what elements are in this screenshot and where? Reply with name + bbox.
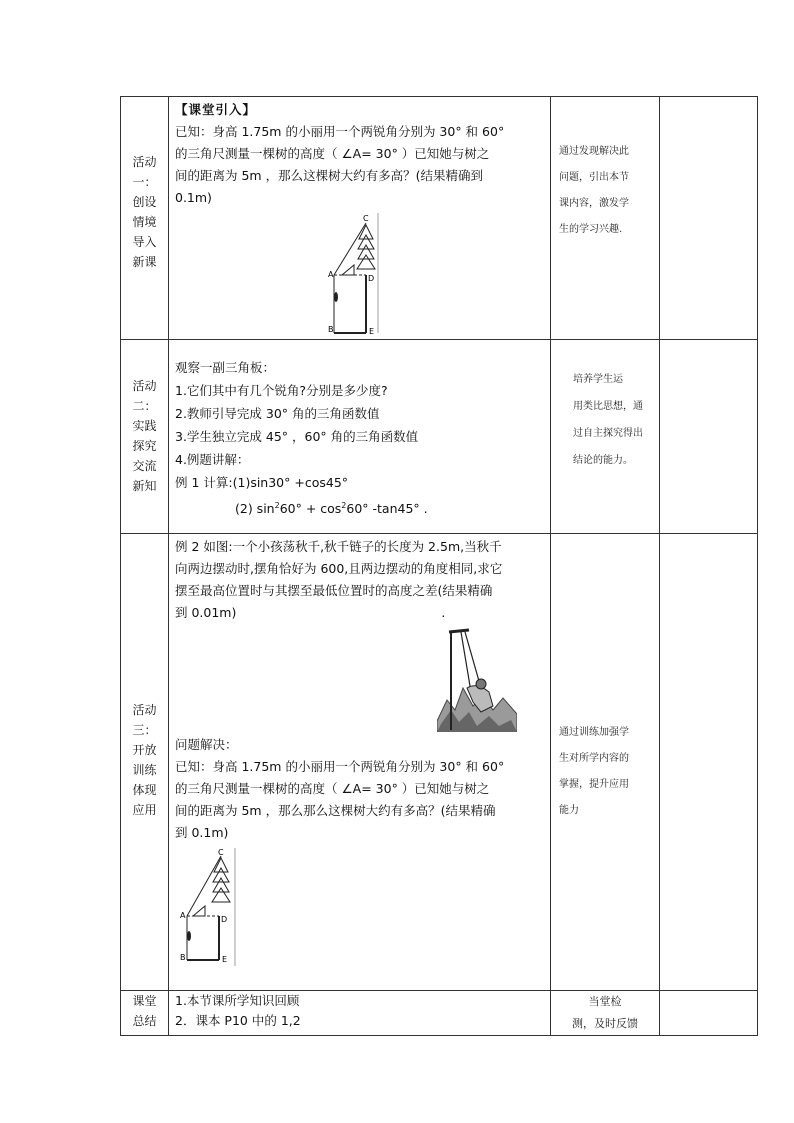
label-d: D [368, 274, 375, 283]
summary-line: 1.本节课所学知识回顾 [175, 993, 300, 1008]
design-note: 通过发现解决此 问题，引出本节 课内容，激发学 生的学习兴趣. [559, 146, 629, 235]
empty-cell [660, 991, 758, 1036]
row-activity-2 [121, 340, 758, 534]
design-note: 当堂检 测，及时反馈 [572, 995, 638, 1030]
design-note: 通过训练加强学 生对所学内容的 掌握，提升应用 能力 [559, 727, 629, 816]
label-c: C [218, 848, 224, 857]
problem-line: 间的距离为 5m ，那么那么这棵树大约有多高？(结果精确 [175, 803, 496, 818]
problem-line: 已知：身高 1.75m 的小丽用一个两锐角分别为 30° 和 60° [175, 759, 505, 774]
summary-line: 2．课本 P10 中的 1,2 [175, 1013, 301, 1028]
label-d: D [221, 915, 228, 924]
activity-cell [121, 534, 169, 991]
activity-cell [121, 97, 169, 340]
empty-cell [660, 97, 758, 340]
note-cell [551, 340, 660, 534]
activity-cell [121, 991, 169, 1036]
activity-label: 活动 三： 开放 训练 体现 应用 [132, 703, 157, 817]
row-summary [121, 991, 758, 1036]
content-line: 4.例题讲解： [175, 452, 250, 467]
label-c: C [363, 214, 369, 223]
activity-label: 课堂 总结 [132, 994, 157, 1028]
content-cell [169, 340, 551, 534]
row-activity-3 [121, 534, 758, 991]
activity-cell [121, 340, 169, 534]
problem-line: 间的距离为 5m ，那么这棵树大约有多高？(结果精确到 [175, 168, 483, 183]
label-b: B [180, 953, 186, 962]
swing-figure [437, 626, 517, 732]
problem-line: 到 0.1m) [175, 825, 229, 840]
empty-cell [660, 340, 758, 534]
note-cell [551, 97, 660, 340]
tree-triangle-figure [270, 213, 510, 335]
tree-triangle-figure [175, 848, 255, 968]
label-a: A [180, 911, 186, 920]
content-line: 例 1 计算:(1)sin30° +cos45° [175, 475, 349, 490]
label-a: A [328, 270, 334, 279]
example-line: 向两边摆动时,摆角恰好为 600,且两边摆动的角度相同,求它 [175, 561, 503, 576]
label-e: E [369, 327, 375, 335]
content-line: 1.它们其中有几个锐角?分别是多少度? [175, 383, 388, 398]
label-b: B [328, 325, 334, 334]
example-line: 例 2 如图:一个小孩荡秋千,秋千链子的长度为 2.5m,当秋千 [175, 539, 502, 554]
formula-line: (2) $\sin^260^\circ + \cos^260^\circ$ -tan45° . [235, 501, 428, 517]
content-line: 2.教师引导完成 30° 角的三角函数值 [175, 406, 380, 421]
note-cell [551, 534, 660, 991]
problem-line: 已知：身高 1.75m 的小丽用一个两锐角分别为 30° 和 60° [175, 124, 505, 139]
note-cell [551, 991, 660, 1036]
example-line: 到 0.01m) . [175, 605, 446, 620]
content-cell [169, 97, 551, 340]
content-cell [169, 991, 551, 1036]
activity-label: 活动 二： 实践 探究 交流 新知 [132, 379, 157, 493]
label-e: E [222, 955, 228, 964]
lesson-plan-table [120, 96, 758, 1036]
problem-line: 的三角尺测量一棵树的高度（ ∠A= 30° ）已知她与树之 [175, 146, 490, 161]
example-line: 摆至最高位置时与其摆至最低位置时的高度之差(结果精确 [175, 583, 493, 598]
content-line: 3.学生独立完成 45° ，60° 角的三角函数值 [175, 429, 419, 444]
content-cell [169, 534, 551, 991]
content-line: 观察一副三角板： [175, 360, 276, 375]
activity-label: 活动 一： 创设 情境 导入 新课 [132, 155, 157, 269]
row-activity-1 [121, 97, 758, 340]
problem-line: 0.1m) [175, 190, 212, 205]
design-note: 培养学生运 用类比思想，通 过自主探究得出 结论的能力。 [573, 374, 643, 466]
section-heading: 【课堂引入】 [175, 102, 257, 117]
solve-heading: 问题解决： [175, 737, 238, 752]
empty-cell [660, 534, 758, 991]
problem-line: 的三角尺测量一棵树的高度（ ∠A= 30° ）已知她与树之 [175, 781, 490, 796]
